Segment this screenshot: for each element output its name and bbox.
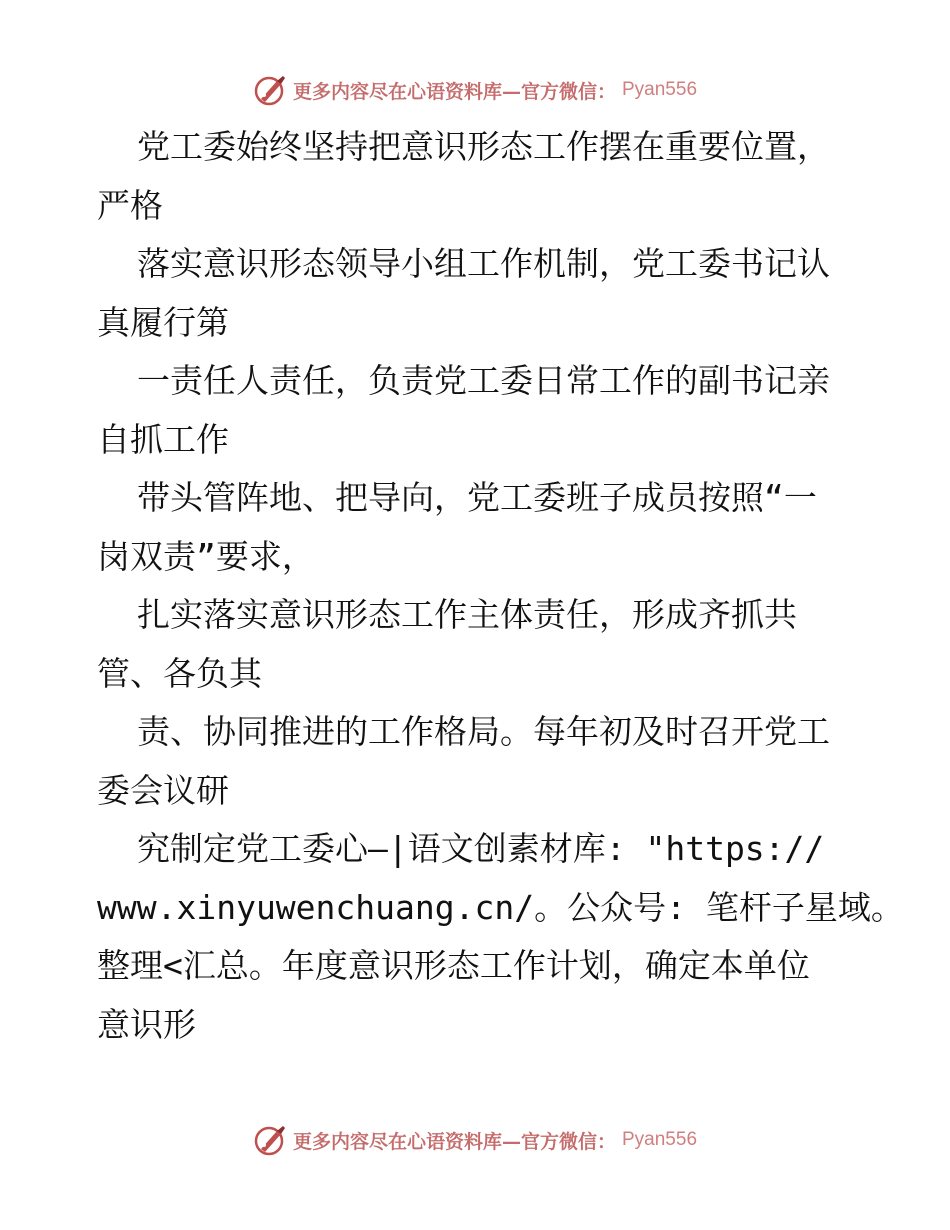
text-line: 党工委始终坚持把意识形态工作摆在重要位置， bbox=[137, 127, 830, 166]
text-line: 责、协同推进的工作格局。每年初及时召开党工 bbox=[137, 712, 830, 751]
footer-watermark bbox=[0, 1120, 950, 1160]
text-line: 管、各负其 bbox=[97, 653, 262, 693]
watermark-wechat-id: Pyan556 bbox=[622, 79, 698, 100]
document-body bbox=[97, 118, 904, 1054]
header-watermark bbox=[0, 70, 950, 110]
text-line: 委会议研 bbox=[97, 770, 229, 810]
watermark-text: 更多内容尽在心语资料库—官方微信： bbox=[292, 1130, 616, 1153]
text-line: 严格 bbox=[97, 185, 163, 225]
text-line: 整理<汇总。年度意识形态工作计划，确定本单位 bbox=[97, 946, 810, 985]
pen-logo-icon bbox=[253, 73, 287, 107]
pen-logo-icon bbox=[253, 1123, 287, 1157]
watermark-wechat-id: Pyan556 bbox=[622, 1129, 698, 1150]
text-line: 真履行第 bbox=[97, 302, 229, 342]
watermark-text: 更多内容尽在心语资料库—官方微信： bbox=[292, 80, 616, 103]
text-line: 扎实落实意识形态工作主体责任，形成齐抓共 bbox=[137, 595, 797, 634]
text-line: 岗双责”要求， bbox=[97, 536, 315, 576]
text-line: 自抓工作 bbox=[97, 419, 229, 459]
text-line: 意识形 bbox=[97, 1004, 196, 1044]
text-line: 带头管阵地、把导向，党工委班子成员按照“一 bbox=[137, 478, 817, 517]
text-line: 一责任人责任，负责党工委日常工作的副书记亲 bbox=[137, 361, 830, 400]
text-line: 落实意识形态领导小组工作机制，党工委书记认 bbox=[137, 244, 830, 283]
text-line: www.xinyuwenchuang.cn/。公众号: 笔杆子星域。 bbox=[97, 887, 904, 927]
text-line: 究制定党工委心—|语文创素材库: "https:// bbox=[137, 829, 825, 868]
